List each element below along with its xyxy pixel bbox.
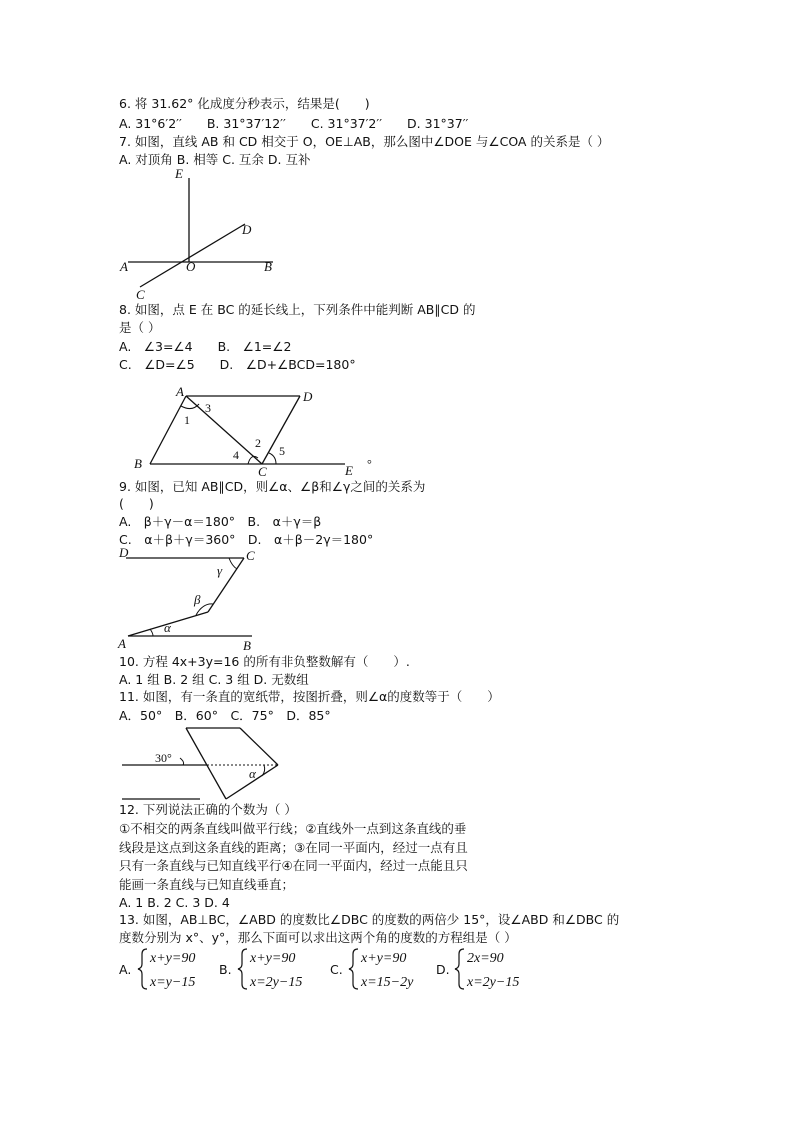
q7-label-D: D [242,222,252,237]
q8-angle-5: 5 [279,444,285,458]
q9-label-alpha: α [164,620,171,635]
q12-line-2: 线段是这点到这条直线的距离；③在同一平面内，经过一点有且 [119,840,468,855]
q12-line-4: 能画一条直线与已知直线垂直； [119,877,295,892]
q7-label-B: B [264,259,272,274]
q8-label-E: E [345,463,353,478]
q12-options: A. 1 B. 2 C. 3 D. 4 [119,895,230,910]
q9-label-A: A [118,636,126,651]
q8-stem-1: 8. 如图，点 E 在 BC 的延长线上，下列条件中能判断 AB∥CD 的 [119,302,476,317]
q8-label-A: A [176,384,184,399]
q7-label-E: E [175,166,183,181]
q8-options-2: C. ∠D=∠5 D. ∠D+∠BCD=180° [119,357,356,372]
q6-options: A. 31°6′2′′ B. 31°37′12′′ C. 31°37′2′′ D. 31°37′′ [119,116,469,131]
q8-options-1: A. ∠3=∠4 B. ∠1=∠2 [119,339,292,354]
q9-label-B: B [243,638,251,653]
q13-option-C-eq2: x=15−2y [361,975,414,990]
q11-angle-label: 30° [155,751,172,765]
q9-options-1: A. β＋γ－α＝180° B. α＋γ＝β [119,514,322,529]
q11-stem: 11. 如图，有一条直的宽纸带，按图折叠，则∠α的度数等于（ ） [119,689,500,704]
q13-option-A-eq2: x=y−15 [150,975,196,990]
q13-option-D-eq2: x=2y−15 [467,975,520,990]
q12-stem: 12. 下列说法正确的个数为（ ） [119,802,297,817]
q6-stem: 6. 将 31.62° 化成度分秒表示，结果是( ) [119,96,370,111]
q13-option-B-eq1: x+y=90 [250,951,296,966]
q12-line-3: 只有一条直线与已知直线平行④在同一平面内，经过一点能且只 [119,858,468,873]
q13-option-D-label: D. [436,962,450,977]
q7-label-C: C [136,287,145,302]
q9-stem-2: ( ) [119,496,154,511]
q9-label-gamma: γ [217,563,223,578]
q7-label-A: A [120,259,128,274]
q7-label-O: O [186,259,196,274]
q13-option-C-label: C. [330,962,343,977]
q13-option-D-eq1: 2x=90 [467,951,504,966]
q13-stem-2: 度数分别为 x°、y°，那么下面可以求出这两个角的度数的方程组是（ ） [119,930,517,945]
q8-label-C: C [258,464,267,479]
q13-option-A-label: A. [119,962,132,977]
q13-option-C-eq1: x+y=90 [361,951,407,966]
q8-trailing-mark: ° [367,457,372,471]
q8-label-B: B [134,456,142,471]
q8-angle-3: 3 [205,401,211,415]
q13-option-B-label: B. [219,962,232,977]
q9-stem-1: 9. 如图，已知 AB∥CD，则∠α、∠β和∠γ之间的关系为 [119,479,426,494]
q9-label-C: C [246,548,255,563]
q13-stem-1: 13. 如图，AB⊥BC，∠ABD 的度数比∠DBC 的度数的两倍少 15°，设∠ABD 和∠DBC 的 [119,912,620,927]
q8-stem-2: 是（ ） [119,320,161,335]
q7-options: A. 对顶角 B. 相等 C. 互余 D. 互补 [119,152,311,167]
q8-angle-1: 1 [184,413,190,427]
q8-angle-4: 4 [233,448,239,462]
q13-option-A-eq1: x+y=90 [150,951,196,966]
q11-options: A．50° B．60° C．75° D．85° [119,708,331,723]
q9-label-D: D [119,545,129,560]
q10-options: A. 1 组 B. 2 组 C. 3 组 D. 无数组 [119,672,309,687]
q11-label-alpha: α [249,766,256,781]
q8-label-D: D [303,389,313,404]
q8-angle-2: 2 [255,436,261,450]
q12-line-1: ①不相交的两条直线叫做平行线；②直线外一点到这条直线的垂 [119,821,467,836]
q10-stem: 10. 方程 4x+3y=16 的所有非负整数解有（ ）. [119,654,410,669]
q7-stem: 7. 如图，直线 AB 和 CD 相交于 O，OE⊥AB，那么图中∠DOE 与∠COA 的关系是（ ） [119,134,610,149]
q9-options-2: C. α＋β＋γ＝360° D. α＋β－2γ＝180° [119,532,374,547]
q9-label-beta: β [194,592,201,607]
q13-option-B-eq2: x=2y−15 [250,975,303,990]
